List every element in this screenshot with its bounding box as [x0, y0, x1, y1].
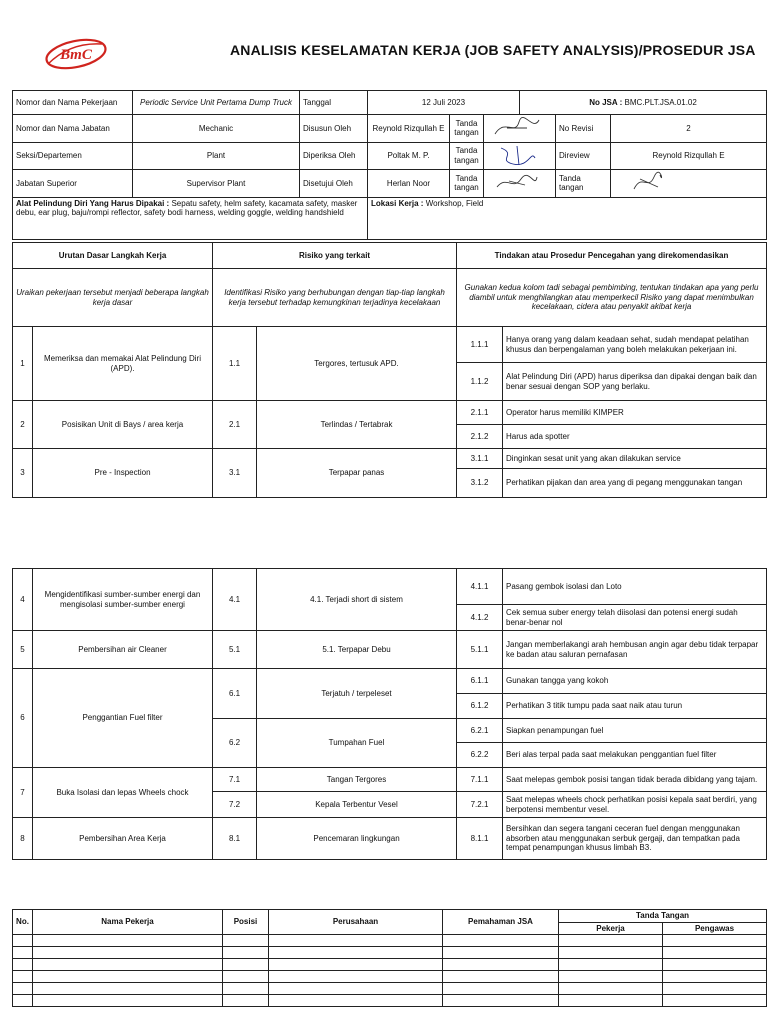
risk-description: 5.1. Terpapar Debu: [257, 631, 457, 669]
action-description: Perhatikan pijakan dan area yang di pegang menggunakan tangan: [503, 469, 767, 498]
action-number: 7.1.1: [457, 768, 503, 792]
worker-cell[interactable]: [559, 971, 663, 983]
risk-description: Terpapar panas: [257, 449, 457, 498]
worker-cell[interactable]: [13, 959, 33, 971]
tanda-tangan-label-1: Tanda tangan: [450, 115, 484, 143]
worker-cell[interactable]: [223, 935, 269, 947]
workers-perusahaan-header: Perusahaan: [269, 910, 443, 935]
step-number: 8: [13, 818, 33, 860]
action-number: 4.1.2: [457, 605, 503, 631]
lokasi-cell: [368, 197, 767, 239]
worker-cell[interactable]: [13, 995, 33, 1007]
signature-disusun: [484, 115, 556, 143]
step-row: [13, 327, 767, 363]
step-description: Memeriksa dan memakai Alat Pelindung Diri (APD).: [33, 327, 213, 401]
step-row: [13, 818, 767, 860]
diperiksa-label: Diperiksa Oleh: [300, 142, 368, 170]
worker-cell[interactable]: [33, 983, 223, 995]
worker-row: [13, 935, 767, 947]
info-table: [12, 90, 767, 240]
risk-number: 5.1: [213, 631, 257, 669]
worker-cell[interactable]: [223, 959, 269, 971]
workers-nama-header: Nama Pekerja: [33, 910, 223, 935]
step-description: Buka Isolasi dan lepas Wheels chock: [33, 768, 213, 818]
risk-description: 4.1. Terjadi short di sistem: [257, 569, 457, 631]
disusun-label: Disusun Oleh: [300, 115, 368, 143]
action-description: Operator harus memiliki KIMPER: [503, 401, 767, 425]
direview-value: Reynold Rizqullah E: [611, 142, 767, 170]
lokasi-value: Workshop, Field: [425, 198, 484, 208]
risk-description: Kepala Terbentur Vesel: [257, 792, 457, 818]
worker-cell[interactable]: [269, 959, 443, 971]
workers-pekerja-header: Pekerja: [559, 922, 663, 935]
worker-cell[interactable]: [33, 935, 223, 947]
step-number: 6: [13, 669, 33, 768]
tanda-tangan-label-2: Tanda tangan: [450, 142, 484, 170]
action-description: Jangan memberlakangi arah hembusan angin agar debu tidak terpapar ke badan atau saluran pernafasan: [503, 631, 767, 669]
worker-cell[interactable]: [443, 983, 559, 995]
workers-tanda-tangan-header: Tanda Tangan: [559, 910, 767, 923]
tanggal-value: 12 Juli 2023: [368, 91, 520, 115]
worker-cell[interactable]: [443, 995, 559, 1007]
nomor-nama-value: Periodic Service Unit Pertama Dump Truck: [133, 91, 300, 115]
step-description: Pembersihan air Cleaner: [33, 631, 213, 669]
action-number: 1.1.1: [457, 327, 503, 363]
desc-risiko: Identifikasi Risiko yang berhubungan dengan tiap-tiap langkah kerja tersebut terhadap kemungkinan terjadinya kecelakaan: [213, 269, 457, 327]
step-row: [13, 401, 767, 425]
worker-cell[interactable]: [13, 983, 33, 995]
action-number: 6.1.2: [457, 694, 503, 719]
diperiksa-value: Poltak M. P.: [368, 142, 450, 170]
action-description: Alat Pelindung Diri (APD) harus diperiksa dan dipakai dengan baik dan benar sesuai dengan SOP yang berlaku.: [503, 363, 767, 401]
worker-cell[interactable]: [559, 959, 663, 971]
nomor-jabatan-value: Mechanic: [133, 115, 300, 143]
step-description: Pre - Inspection: [33, 449, 213, 498]
step-number: 4: [13, 569, 33, 631]
step-number: 7: [13, 768, 33, 818]
jabatan-superior-value: Supervisor Plant: [133, 170, 300, 198]
col-header-risiko: Risiko yang terkait: [213, 243, 457, 269]
seksi-label: Seksi/Departemen: [13, 142, 133, 170]
signature-diperiksa: [484, 142, 556, 170]
no-revisi-label: No Revisi: [556, 115, 611, 143]
action-number: 6.2.2: [457, 743, 503, 768]
jsa-table-part-1: [12, 242, 767, 498]
action-number: 3.1.1: [457, 449, 503, 469]
worker-cell[interactable]: [663, 983, 767, 995]
logo-text: BmC: [60, 47, 92, 63]
worker-cell[interactable]: [269, 971, 443, 983]
action-description: Perhatikan 3 titik tumpu pada saat naik atau turun: [503, 694, 767, 719]
risk-number: 6.1: [213, 669, 257, 719]
worker-cell[interactable]: [223, 947, 269, 959]
worker-cell[interactable]: [663, 959, 767, 971]
worker-cell[interactable]: [33, 947, 223, 959]
worker-cell[interactable]: [443, 947, 559, 959]
worker-cell[interactable]: [33, 971, 223, 983]
tanggal-label: Tanggal: [300, 91, 368, 115]
action-number: 8.1.1: [457, 818, 503, 860]
signature-direview: [611, 170, 767, 198]
action-number: 2.1.1: [457, 401, 503, 425]
step-number: 2: [13, 401, 33, 449]
step-description: Mengidentifikasi sumber-sumber energi dan mengisolasi sumber-sumber energi: [33, 569, 213, 631]
action-description: Siapkan penampungan fuel: [503, 719, 767, 743]
action-description: Saat melepas gembok posisi tangan tidak berada dibidang yang tajam.: [503, 768, 767, 792]
step-row: [13, 669, 767, 694]
jabatan-superior-label: Jabatan Superior: [13, 170, 133, 198]
worker-cell[interactable]: [223, 983, 269, 995]
seksi-value: Plant: [133, 142, 300, 170]
risk-number: 6.2: [213, 719, 257, 768]
action-description: Gunakan tangga yang kokoh: [503, 669, 767, 694]
worker-cell[interactable]: [269, 947, 443, 959]
worker-cell[interactable]: [223, 971, 269, 983]
risk-number: 1.1: [213, 327, 257, 401]
worker-row: [13, 971, 767, 983]
worker-cell[interactable]: [559, 983, 663, 995]
worker-cell[interactable]: [663, 995, 767, 1007]
risk-number: 7.2: [213, 792, 257, 818]
worker-row: [13, 983, 767, 995]
disetujui-label: Disetujui Oleh: [300, 170, 368, 198]
worker-cell[interactable]: [559, 995, 663, 1007]
nomor-jabatan-label: Nomor dan Nama Jabatan: [13, 115, 133, 143]
worker-cell[interactable]: [443, 935, 559, 947]
direview-label: Direview: [556, 142, 611, 170]
workers-pemahaman-header: Pemahaman JSA: [443, 910, 559, 935]
worker-cell[interactable]: [13, 971, 33, 983]
worker-cell[interactable]: [663, 971, 767, 983]
workers-pengawas-header: Pengawas: [663, 922, 767, 935]
worker-cell[interactable]: [443, 959, 559, 971]
action-number: 1.1.2: [457, 363, 503, 401]
disusun-value: Reynold Rizqullah E: [368, 115, 450, 143]
apd-label: Alat Pelindung Diri Yang Harus Dipakai :: [16, 198, 170, 208]
worker-cell[interactable]: [33, 959, 223, 971]
worker-cell[interactable]: [663, 947, 767, 959]
risk-description: Tergores, tertusuk APD.: [257, 327, 457, 401]
workers-table: [12, 909, 767, 1007]
worker-cell[interactable]: [663, 935, 767, 947]
risk-number: 3.1: [213, 449, 257, 498]
no-jsa-value: BMC.PLT.JSA.01.02: [624, 97, 697, 107]
step-row: [13, 449, 767, 469]
worker-cell[interactable]: [559, 935, 663, 947]
worker-cell[interactable]: [269, 935, 443, 947]
step-description: Posisikan Unit di Bays / area kerja: [33, 401, 213, 449]
action-description: Hanya orang yang dalam keadaan sehat, sudah mendapat pelatihan khusus dan berpengalaman yang boleh melakukan pekerjaan ini.: [503, 327, 767, 363]
risk-description: Tangan Tergores: [257, 768, 457, 792]
action-description: Beri alas terpal pada saat melakukan penggantian fuel filter: [503, 743, 767, 768]
step-row: [13, 569, 767, 605]
step-number: 5: [13, 631, 33, 669]
worker-row: [13, 947, 767, 959]
risk-description: Tumpahan Fuel: [257, 719, 457, 768]
signature-disetujui: [484, 170, 556, 198]
risk-description: Terlindas / Tertabrak: [257, 401, 457, 449]
worker-row: [13, 959, 767, 971]
action-description: Harus ada spotter: [503, 425, 767, 449]
no-revisi-value: 2: [611, 115, 767, 143]
risk-number: 4.1: [213, 569, 257, 631]
risk-number: 7.1: [213, 768, 257, 792]
worker-row: [13, 995, 767, 1007]
col-header-tindakan: Tindakan atau Prosedur Pencegahan yang direkomendasikan: [457, 243, 767, 269]
step-description: Pembersihan Area Kerja: [33, 818, 213, 860]
desc-urutan: Uraikan pekerjaan tersebut menjadi beberapa langkah kerja dasar: [13, 269, 213, 327]
no-jsa: No JSA : BMC.PLT.JSA.01.02: [520, 91, 767, 115]
action-number: 6.2.1: [457, 719, 503, 743]
worker-cell[interactable]: [13, 935, 33, 947]
action-number: 4.1.1: [457, 569, 503, 605]
action-number: 3.1.2: [457, 469, 503, 498]
workers-no-header: No.: [13, 910, 33, 935]
action-number: 2.1.2: [457, 425, 503, 449]
worker-cell[interactable]: [33, 995, 223, 1007]
worker-cell[interactable]: [443, 971, 559, 983]
action-number: 7.2.1: [457, 792, 503, 818]
tanda-tangan-label-4: Tanda tangan: [556, 170, 611, 198]
step-number: 1: [13, 327, 33, 401]
step-row: [13, 768, 767, 792]
action-description: Saat melepas wheels chock perhatikan posisi kepala saat berdiri, yang berpotensi membentur vesel.: [503, 792, 767, 818]
risk-description: Terjatuh / terpeleset: [257, 669, 457, 719]
company-logo: [40, 34, 112, 74]
action-number: 5.1.1: [457, 631, 503, 669]
risk-number: 8.1: [213, 818, 257, 860]
action-description: Pasang gembok isolasi dan Loto: [503, 569, 767, 605]
apd-cell: [13, 197, 368, 239]
desc-tindakan: Gunakan kedua kolom tadi sebagai pembimbing, tentukan tindakan apa yang perlu diambil untuk menghilangkan atau memperkecil Risiko yang dapat menimbulkan kecelakaan, cidera atau penyakit akibat kerja: [457, 269, 767, 327]
disetujui-value: Herlan Noor: [368, 170, 450, 198]
worker-cell[interactable]: [269, 995, 443, 1007]
step-description: Penggantian Fuel filter: [33, 669, 213, 768]
tanda-tangan-label-3: Tanda tangan: [450, 170, 484, 198]
step-row: [13, 631, 767, 669]
action-number: 6.1.1: [457, 669, 503, 694]
action-description: Bersihkan dan segera tangani ceceran fuel dengan menggunakan absorben atau menggunakan serbuk gergaji, dan tempatkan pada tempat penampungan khusus limbah B3.: [503, 818, 767, 860]
document-title: ANALISIS KESELAMATAN KERJA (JOB SAFETY ANALYSIS)/PROSEDUR JSA: [230, 42, 756, 58]
risk-number: 2.1: [213, 401, 257, 449]
step-number: 3: [13, 449, 33, 498]
lokasi-label: Lokasi Kerja :: [371, 198, 424, 208]
col-header-urutan: Urutan Dasar Langkah Kerja: [13, 243, 213, 269]
action-description: Cek semua suber energy telah diisolasi dan potensi energi sudah benar-benar nol: [503, 605, 767, 631]
action-description: Dinginkan sesat unit yang akan dilakukan service: [503, 449, 767, 469]
risk-description: Pencemaran lingkungan: [257, 818, 457, 860]
worker-cell[interactable]: [13, 947, 33, 959]
nomor-nama-label: Nomor dan Nama Pekerjaan: [13, 91, 133, 115]
jsa-table-part-2: [12, 568, 767, 860]
worker-cell[interactable]: [223, 995, 269, 1007]
worker-cell[interactable]: [559, 947, 663, 959]
worker-cell[interactable]: [269, 983, 443, 995]
workers-posisi-header: Posisi: [223, 910, 269, 935]
apd-value: Sepatu safety, helm safety, kacamata safety, masker debu, ear plug, baju/rompi reflector, safety bodi harness, welding goggle, welding handshield: [16, 198, 358, 218]
